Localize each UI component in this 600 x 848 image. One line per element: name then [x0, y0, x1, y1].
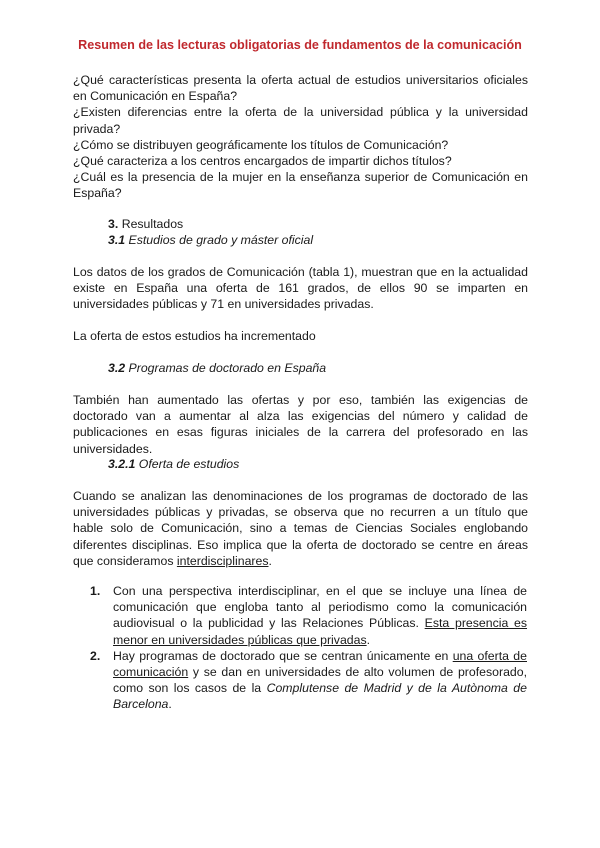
question: ¿Qué caracteriza a los centros encargados de impartir dichos títulos? [73, 154, 452, 169]
section-title: Resultados [121, 217, 184, 231]
section-number: 3. [108, 217, 119, 231]
document-title: Resumen de las lecturas obligatorias de fundamentos de la comunicación [78, 38, 522, 52]
question: ¿Existen diferencias entre la oferta de la universidad pública y la universidad privada? [73, 105, 528, 136]
question: ¿Cuál es la presencia de la mujer en la enseñanza superior de Comunicación en España? [73, 170, 528, 201]
section-number: 3.1 [108, 233, 126, 248]
underlined-phrase: Esta presencia es menor en universidades públicas que privadas [113, 616, 528, 647]
list-item: 1. Con una perspectiva interdisciplinar, en el que se incluye una línea de comunicación que engloba tanto al periodismo como la comunicación audiovisual o la publicidad y las Relaciones Públicas. Esta presencia es menor en universidades públicas que privadas. [90, 584, 528, 647]
question: ¿Qué características presenta la oferta actual de estudios universitarios oficiales en Comunicación en España? [73, 73, 528, 104]
section-3-2-heading [73, 360, 528, 376]
section-3-heading [73, 216, 528, 248]
section-number: 3.2.1 [108, 457, 136, 471]
italic-phrase: Complutense de Madrid y de la Autònoma de Barcelona [113, 681, 527, 712]
section-3-2-1-heading [73, 456, 528, 472]
paragraph-doctorado: También han aumentado las ofertas y por eso, también las exigencias de doctorado van a aumentar al alza las exigencias del número y calidad de publicaciones en esas figuras iniciales de la carrera del profesorado en las universidades. [73, 393, 528, 456]
section-title: Estudios de grado y máster oficial [128, 233, 314, 248]
section-title: Oferta de estudios [138, 457, 240, 471]
underlined-phrase: una oferta de comunicación [113, 648, 527, 680]
paragraph-grados: Los datos de los grados de Comunicación (tabla 1), muestran que en la actualidad existe en España una oferta de 161 grados, de ellos 90 se imparten en universidades públicas y 71 en universidades privadas. [73, 265, 528, 312]
research-questions [73, 72, 528, 202]
numbered-list [90, 583, 527, 713]
list-number: 1. [90, 584, 101, 598]
underlined-term: interdisciplinares [176, 553, 269, 568]
list-number: 2. [90, 648, 101, 663]
section-number: 3.2 [108, 361, 126, 375]
paragraph-denominaciones: Cuando se analizan las denominaciones de los programas de doctorado de las universidades públicas y privadas, se observa que no recurren a un título que hable solo de Comunicación, sino a temas de Ciencias Sociales englobando diferentes disciplinas. Eso implica que la oferta de doctorado se centre en áreas que consideramos interdisciplinares. [73, 489, 528, 568]
question: ¿Cómo se distribuyen geográficamente los títulos de Comunicación? [73, 137, 449, 152]
section-title: Programas de doctorado en España [128, 361, 327, 375]
list-item: 2. Hay programas de doctorado que se centran únicamente en una oferta de comunicación y se dan en universidades de alto volumen de profesorado, como son los casos de la Complutense de Madrid y de la Autònoma de Barcelona. [90, 648, 527, 712]
paragraph-oferta: La oferta de estos estudios ha incrementado [73, 329, 316, 343]
